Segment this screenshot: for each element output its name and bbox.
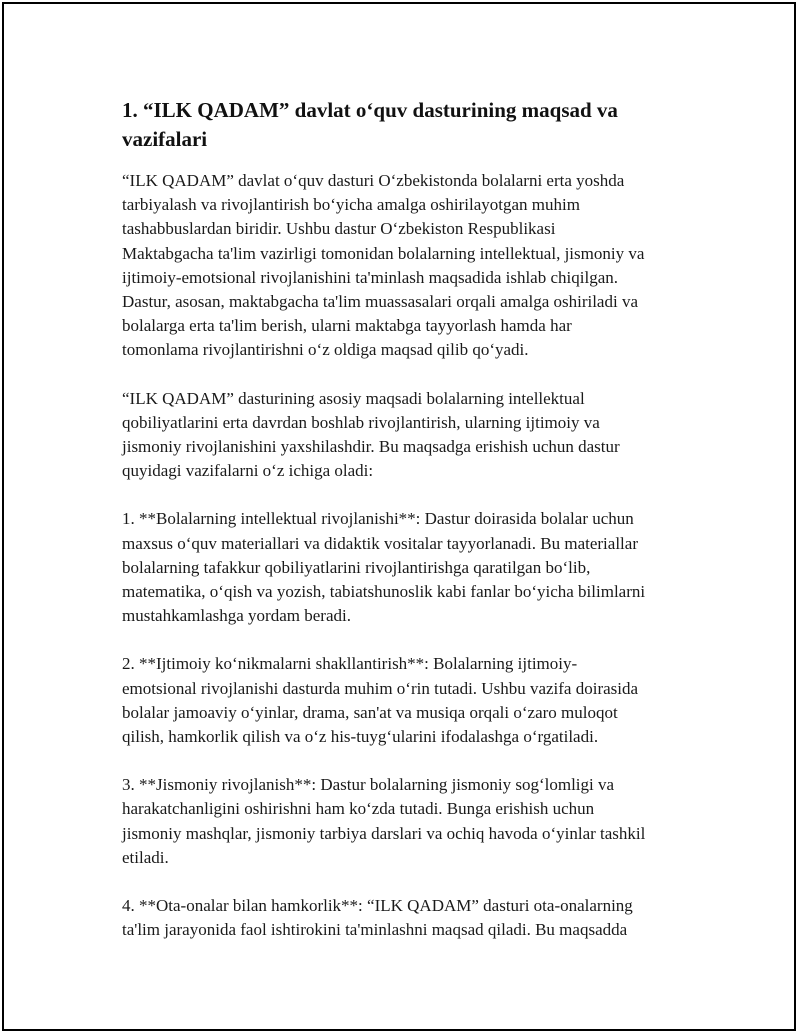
- document-page: [2, 2, 796, 1031]
- document-content: [122, 96, 702, 966]
- paragraph-task-3: 3. **Jismoniy rivojlanish**: Dastur bolalarning jismoniy sog‘lomligi va harakatchanligini oshirishni ham ko‘zda tutadi. Bunga erishish uchun jismoniy mashqlar, jismoniy tarbiya darslari va ochiq havoda o‘yinlar tashkil etiladi.: [122, 775, 646, 867]
- paragraph-intro: “ILK QADAM” davlat o‘quv dasturi O‘zbekistonda bolalarni erta yoshda tarbiyalash va rivojlantirish bo‘yicha amalga oshirilayotgan muhim tashabbuslardan biridir. Ushbu dastur O‘zbekiston Respublikasi Maktabgacha ta'lim vazirligi tomonidan bolalarning intellektual, jismoniy va ijtimoiy-emotsional rivojlanishini ta'minlash maqsadida ishlab chiqilgan. Dastur, asosan, maktabgacha ta'lim muassasalari orqali amalga oshiriladi va bolalarga erta ta'lim berish, ularni maktabga tayyorlash hamda har tomonlama rivojlantirishni o‘z oldiga maqsad qilib qo‘yadi.: [122, 171, 645, 360]
- document-title: 1. “ILK QADAM” davlat o‘quv dasturining maqsad va vazifalari: [122, 98, 618, 151]
- paragraph-task-4: 4. **Ota-onalar bilan hamkorlik**: “ILK QADAM” dasturi ota-onalarning ta'lim jarayonida faol ishtirokini ta'minlashni maqsad qiladi. Bu maqsadda: [122, 896, 633, 940]
- paragraph-task-1: 1. **Bolalarning intellektual rivojlanishi**: Dastur doirasida bolalar uchun maxsus o‘quv materiallari va didaktik vositalar tayyorlanadi. Bu materiallar bolalarning tafakkur qobiliyatlarini rivojlantirishga qaratilgan bo‘lib, matematika, o‘qish va yozish, tabiatshunoslik kabi fanlar bo‘yicha bilimlarni mustahkamlashga yordam beradi.: [122, 509, 646, 626]
- paragraph-task-2: 2. **Ijtimoiy ko‘nikmalarni shakllantirish**: Bolalarning ijtimoiy- emotsional rivojlanishi dasturda muhim o‘rin tutadi. Ushbu vazifa doirasida bolalar jamoaviy o‘yinlar, drama, san'at va musiqa orqali o‘zaro muloqot qilish, hamkorlik qilish va o‘z his-tuyg‘ularini ifodalashga o‘rgatiladi.: [122, 654, 639, 747]
- paragraph-goal: “ILK QADAM” dasturining asosiy maqsadi bolalarning intellektual qobiliyatlarini erta davrdan boshlab rivojlantirish, ularning ijtimoiy va jismoniy rivojlanishini yaxshilashdir. Bu maqsadga erishish uchun dastur quyidagi vazifalarni o‘z ichiga oladi:: [122, 388, 620, 481]
